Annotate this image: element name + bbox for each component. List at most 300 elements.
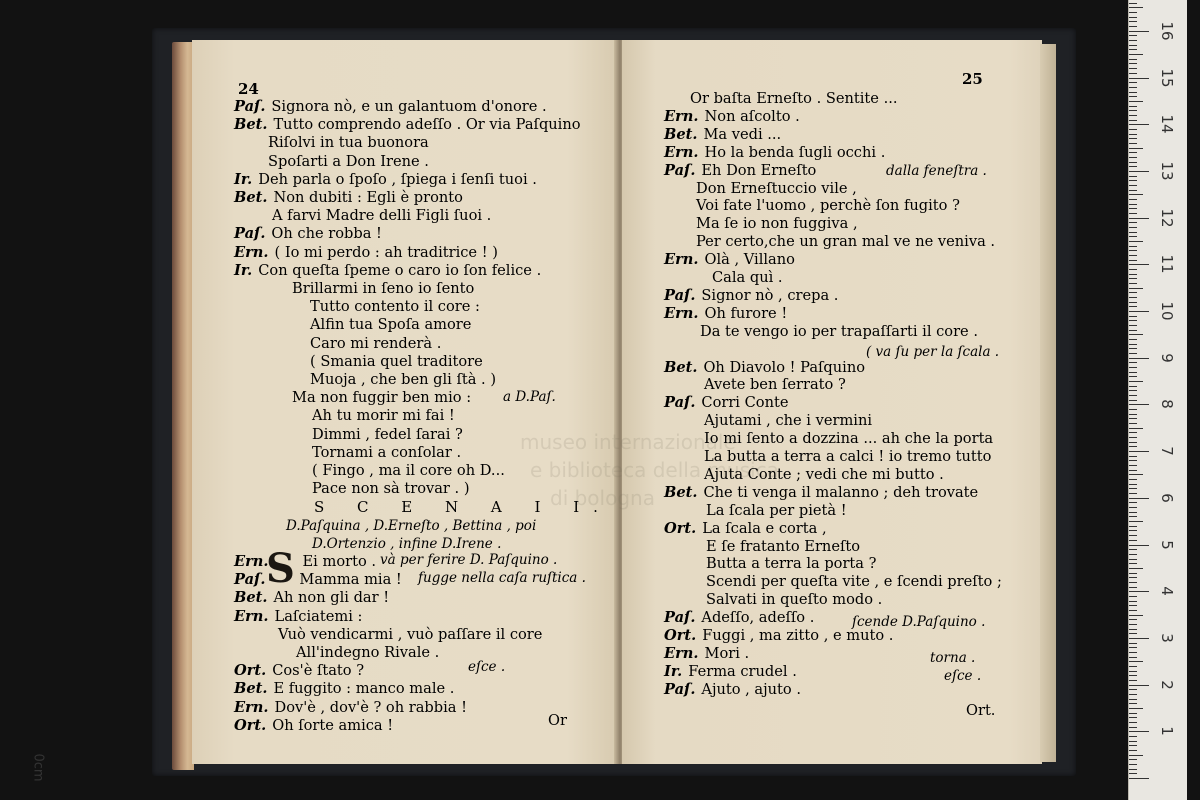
speaker-label: Paſ. — [664, 286, 696, 304]
line-text: Ah tu morir mi fai ! — [312, 407, 455, 425]
ruler-tick — [1129, 446, 1137, 447]
line-text: Caro mi renderà . — [310, 334, 442, 352]
ruler-tick — [1129, 208, 1137, 209]
ruler-tick — [1129, 633, 1137, 634]
line-text: Ajuta Conte ; vedi che mi butto . — [704, 465, 944, 483]
text-line — [296, 644, 439, 662]
ruler-tick — [1129, 376, 1137, 377]
line-text: Ma vedi ... — [703, 125, 782, 143]
ruler-tick — [1129, 190, 1137, 191]
speaker-label: Paſ. — [234, 98, 266, 115]
ruler-tick — [1129, 516, 1137, 517]
ruler-tick — [1129, 764, 1137, 765]
ruler-tick — [1129, 115, 1137, 116]
line-text: ( Io mi perdo : ah traditrice ! ) — [274, 243, 498, 261]
text-line — [706, 538, 860, 556]
ruler-tick — [1129, 587, 1137, 588]
line-text: La ſcala per pietà ! — [706, 501, 847, 519]
text-line — [664, 609, 814, 627]
line-text: Or baſta Erneſto . Sentite ... — [690, 90, 898, 107]
ruler-tick — [1129, 101, 1143, 102]
text-line — [664, 287, 838, 305]
text-line — [234, 189, 463, 207]
speaker-label: Ort. — [234, 716, 267, 734]
ruler-tick — [1129, 157, 1137, 158]
speaker-label: Ern. — [664, 107, 699, 125]
ruler-tick — [1129, 227, 1137, 228]
ruler-tick — [1129, 3, 1137, 4]
text-line — [234, 171, 537, 189]
line-text: Oh ſorte amica ! — [272, 716, 394, 734]
ruler-tick — [1129, 96, 1137, 97]
stage-direction: a D.Paſ. — [503, 389, 556, 405]
ruler-tick — [1129, 171, 1149, 172]
ruler-tick — [1129, 727, 1137, 728]
text-line — [310, 353, 483, 371]
line-text: Don Erneſtuccio vile , — [696, 179, 857, 197]
ruler-tick — [1129, 218, 1149, 219]
text-line — [664, 144, 885, 162]
ruler-tick — [1129, 269, 1137, 270]
line-text: Cala quì . — [712, 269, 783, 286]
speaker-label: Ern. — [234, 698, 269, 716]
ruler-tick — [1129, 535, 1137, 536]
line-text: Signora nò, e un galantuom d'onore . — [271, 98, 547, 115]
text-line — [234, 244, 498, 262]
ruler-tick — [1129, 493, 1137, 494]
ruler-tick — [1129, 372, 1137, 373]
line-text: Ei morto . — [302, 553, 377, 570]
ruler-tick — [1129, 348, 1137, 349]
text-line — [664, 359, 865, 377]
text-line — [234, 589, 389, 607]
ruler-tick — [1129, 409, 1137, 410]
ruler-tick — [1129, 73, 1137, 74]
ruler-tick — [1129, 334, 1143, 335]
ruler-tick — [1129, 559, 1137, 560]
ruler-tick — [1129, 17, 1137, 18]
text-line — [664, 305, 787, 323]
speaker-label: Bet. — [664, 358, 698, 376]
ruler-tick — [1129, 717, 1137, 718]
drop-cap: S — [266, 545, 295, 592]
page-number-right: 25 — [962, 70, 983, 88]
watermark-line: e biblioteca della musica — [530, 458, 779, 482]
speaker-label: Paſ. — [234, 225, 266, 243]
line-text: Ma ſe io non fuggiva , — [696, 215, 858, 233]
line-text: Fuggi , ma zitto , e muto . — [702, 627, 894, 644]
ruler-tick — [1129, 605, 1137, 606]
text-line — [664, 108, 800, 126]
text-line — [234, 98, 547, 116]
ruler-tick — [1129, 769, 1137, 770]
ruler-tick — [1129, 638, 1149, 639]
line-text: Da te vengo io per trapaſſarti il core . — [700, 322, 978, 340]
speaker-label: Paſ. — [664, 609, 696, 627]
ruler-tick — [1129, 460, 1137, 461]
ruler-tick — [1129, 120, 1137, 121]
speaker-label: Paſ. — [234, 571, 266, 589]
ruler-tick — [1129, 204, 1137, 205]
text-line — [704, 430, 993, 448]
line-text: Ah non gli dar ! — [273, 589, 390, 607]
text-line — [310, 298, 480, 316]
text-line — [696, 215, 858, 233]
ruler-tick — [1129, 45, 1137, 46]
text-line — [312, 444, 461, 462]
text-line — [696, 197, 960, 215]
ruler-tick — [1129, 59, 1137, 60]
speaker-label: Ort. — [664, 627, 697, 644]
ruler-number: 13 — [1158, 161, 1176, 181]
ruler-tick — [1129, 264, 1149, 265]
ruler-tick — [1129, 138, 1137, 139]
ruler-tick — [1129, 320, 1137, 321]
ruler-tick — [1129, 367, 1137, 368]
text-line — [234, 116, 581, 134]
ruler-tick — [1129, 222, 1137, 223]
text-line — [312, 535, 501, 553]
ruler-tick — [1129, 124, 1149, 125]
ruler-tick — [1129, 713, 1137, 714]
ruler-tick — [1129, 390, 1137, 391]
text-line — [268, 134, 429, 152]
line-text: D.Ortenzio , infine D.Irene . — [312, 535, 502, 552]
stage-direction: torna . — [930, 650, 976, 666]
line-text: La ſcala e corta , — [702, 519, 827, 537]
ruler-tick — [1129, 601, 1137, 602]
ruler-tick — [1129, 755, 1143, 756]
ruler-tick — [1129, 152, 1137, 153]
text-line — [234, 553, 376, 571]
line-text: All'indegno Rivale . — [296, 644, 440, 661]
ruler-tick — [1129, 432, 1137, 433]
speaker-label: Ort. — [234, 662, 267, 680]
line-text: A farvi Madre delli Figli ſuoi . — [272, 207, 492, 225]
line-text: Salvati in queſto modo . — [706, 591, 883, 609]
line-text: Non dubiti : Egli è pronto — [273, 189, 463, 206]
ruler-tick — [1129, 339, 1137, 340]
line-text: Dov'è , dov'è ? oh rabbia ! — [274, 698, 467, 716]
ruler-tick — [1129, 31, 1149, 32]
ruler-tick — [1129, 563, 1137, 564]
page-edges-right — [1040, 44, 1056, 762]
ruler-number: 8 — [1158, 399, 1176, 410]
ruler-tick — [1129, 526, 1137, 527]
ruler-tick — [1129, 40, 1137, 41]
speaker-label: Ern. — [664, 251, 699, 269]
speaker-label: Ern. — [664, 644, 699, 662]
ruler-tick — [1129, 507, 1137, 508]
line-text: Mamma mia ! — [299, 571, 402, 589]
ruler-number: 7 — [1158, 446, 1176, 456]
ruler-tick — [1129, 554, 1137, 555]
measuring-ruler — [1128, 0, 1187, 800]
ruler-tick — [1129, 12, 1137, 13]
line-text: Cos'è ſtato ? — [272, 662, 365, 680]
ruler-tick — [1129, 92, 1137, 93]
ruler-tick — [1129, 778, 1149, 779]
ruler-tick — [1129, 180, 1137, 181]
text-line — [310, 335, 441, 353]
line-text: Olà , Villano — [704, 251, 795, 269]
ruler-tick — [1129, 731, 1149, 732]
speaker-label: Ern. — [234, 553, 269, 570]
text-line — [664, 394, 788, 412]
ruler-tick — [1129, 502, 1137, 503]
text-line — [690, 90, 897, 108]
ruler-tick — [1129, 78, 1149, 79]
text-line — [696, 233, 995, 251]
ruler-tick — [1129, 232, 1137, 233]
ruler-tick — [1129, 643, 1137, 644]
text-line — [706, 502, 847, 520]
text-line — [312, 462, 505, 480]
line-text: Pace non sà trovar . ) — [312, 480, 470, 498]
ruler-tick — [1129, 465, 1137, 466]
ruler-tick — [1129, 325, 1137, 326]
ruler-tick — [1129, 199, 1137, 200]
ruler-tick — [1129, 530, 1137, 531]
text-line — [234, 680, 454, 698]
line-text: Io mi ſento a dozzina ... ah che la porta — [704, 430, 994, 448]
ruler-tick — [1129, 675, 1137, 676]
line-text: E ſe fratanto Erneſto — [706, 537, 861, 555]
text-line — [310, 316, 471, 334]
ruler-tick — [1129, 540, 1137, 541]
text-line — [234, 262, 541, 280]
speaker-label: Ir. — [234, 261, 253, 279]
text-line — [278, 626, 542, 644]
ruler-tick — [1129, 596, 1137, 597]
ruler-tick — [1129, 750, 1137, 751]
line-text: Tornami a conſolar . — [312, 443, 462, 461]
line-text: D.Paſquina , D.Erneſto , Bettina , poi — [286, 517, 537, 534]
text-line — [704, 412, 872, 430]
line-text: Avete ben ſerrato ? — [704, 376, 846, 394]
ruler-tick — [1129, 148, 1143, 149]
line-text: Per certo,che un gran mal ve ne veniva . — [696, 233, 996, 251]
ruler-tick — [1129, 423, 1137, 424]
ruler-tick — [1129, 7, 1143, 8]
ruler-tick — [1129, 773, 1137, 774]
ruler-tick — [1129, 194, 1143, 195]
ruler-tick — [1129, 474, 1143, 475]
speaker-label: Paſ. — [664, 394, 696, 412]
speaker-label: Ir. — [664, 662, 683, 680]
line-text: Tutto contento il core : — [310, 298, 480, 316]
ruler-tick — [1129, 134, 1137, 135]
text-line — [706, 573, 1002, 591]
line-text: S C E N A I I. — [314, 498, 612, 517]
ruler-tick — [1129, 63, 1137, 64]
ruler-tick — [1129, 246, 1137, 247]
text-line — [664, 126, 781, 144]
line-text: E fuggito : manco male . — [273, 680, 455, 698]
ruler-tick — [1129, 629, 1137, 630]
ruler-tick — [1129, 568, 1143, 569]
ruler-tick — [1129, 362, 1137, 363]
speaker-label: Ern. — [664, 143, 699, 161]
ruler-tick — [1129, 306, 1137, 307]
line-text: Eh Don Erneſto — [701, 161, 817, 179]
text-line — [664, 484, 978, 502]
ruler-number: 10 — [1158, 301, 1176, 321]
line-text: Oh Diavolo ! Paſquino — [703, 358, 866, 376]
ruler-tick — [1129, 241, 1143, 242]
line-text: Corri Conte — [701, 394, 789, 412]
text-line — [312, 426, 463, 444]
ruler-tick — [1129, 451, 1149, 452]
ruler-tick — [1129, 414, 1137, 415]
ruler-tick — [1129, 573, 1137, 574]
ruler-tick — [1129, 512, 1137, 513]
ruler-number: 16 — [1158, 21, 1176, 41]
stage-direction: và per ferire D. Paſquino . — [380, 552, 558, 568]
ruler-tick — [1129, 129, 1137, 130]
text-line — [696, 180, 857, 198]
text-line — [234, 225, 382, 243]
stage-direction: eſce . — [944, 668, 982, 684]
ruler-unit-label: 0cm — [30, 753, 46, 782]
ruler-tick — [1129, 437, 1137, 438]
ruler-tick — [1129, 292, 1137, 293]
text-line — [234, 699, 467, 717]
speaker-label: Bet. — [234, 589, 268, 607]
ruler-tick — [1129, 722, 1137, 723]
line-text: Ma non fuggir ben mio : — [292, 389, 472, 407]
line-text: ( Smania quel traditore — [310, 352, 483, 370]
line-text: Muoja , che ben gli ſtà . ) — [310, 371, 497, 388]
stage-direction: eſce . — [468, 659, 506, 675]
ruler-tick — [1129, 666, 1137, 667]
text-line — [292, 389, 471, 407]
ruler-tick — [1129, 661, 1143, 662]
line-text: Signor nò , crepa . — [701, 286, 839, 304]
ruler-number: 15 — [1158, 67, 1176, 88]
text-line — [312, 407, 455, 425]
text-line — [314, 498, 612, 517]
text-line — [268, 153, 429, 171]
line-text: Vuò vendicarmi , vuò paſſare il core — [278, 625, 543, 643]
speaker-label: Ort. — [664, 519, 697, 537]
ruler-tick — [1129, 418, 1137, 419]
speaker-label: Paſ. — [664, 680, 696, 698]
ruler-tick — [1129, 82, 1137, 83]
line-text: Tutto comprendo adeſſo . Or via Paſquino — [273, 116, 581, 134]
speaker-label: Ern. — [234, 243, 269, 261]
ruler-tick — [1129, 442, 1137, 443]
catchword: Ort. — [966, 702, 996, 719]
text-line — [664, 645, 749, 663]
ruler-number: 2 — [1158, 679, 1176, 690]
speaker-label: Paſ. — [664, 161, 696, 179]
text-line — [664, 162, 816, 180]
ruler-number: 1 — [1158, 726, 1176, 737]
speaker-label: Ir. — [234, 170, 253, 188]
line-text: Ferma crudel . — [688, 662, 797, 680]
ruler-number: 11 — [1158, 254, 1176, 274]
ruler-tick — [1129, 185, 1137, 186]
line-text: Con queſta ſpeme o caro io ſon felice . — [258, 261, 542, 279]
ruler-tick — [1129, 176, 1137, 177]
line-text: Oh furore ! — [704, 304, 788, 322]
ruler-tick — [1129, 386, 1137, 387]
line-text: Ajutami , che i vermini — [704, 412, 873, 430]
text-line — [234, 608, 362, 626]
text-line — [234, 662, 364, 680]
ruler-tick — [1129, 283, 1137, 284]
line-text: La butta a terra a calci ! io tremo tutto — [704, 448, 992, 465]
ruler-tick — [1129, 699, 1137, 700]
text-line — [664, 663, 797, 681]
ruler-tick — [1129, 428, 1143, 429]
ruler-tick — [1129, 236, 1137, 237]
ruler-tick — [1129, 652, 1137, 653]
ruler-tick — [1129, 694, 1137, 695]
ruler-tick — [1129, 488, 1137, 489]
catchword: Or — [548, 712, 567, 729]
line-text: Scendi per queſta vite , e ſcendi preſto ; — [706, 573, 1002, 591]
ruler-tick — [1129, 311, 1149, 312]
ruler-number: 6 — [1158, 493, 1176, 503]
ruler-tick — [1129, 255, 1137, 256]
text-line — [312, 480, 470, 498]
ruler-number: 4 — [1158, 586, 1176, 596]
page-edges-left — [172, 42, 194, 770]
ruler-tick — [1129, 344, 1137, 345]
ruler-tick — [1129, 610, 1137, 611]
speaker-label: Bet. — [664, 125, 698, 143]
line-text: Adeſſo, adeſſo . — [701, 609, 815, 627]
text-line — [704, 376, 846, 394]
ruler-tick — [1129, 288, 1143, 289]
ruler-tick — [1129, 49, 1137, 50]
stage-direction: ( va ſu per la ſcala . — [866, 344, 1000, 360]
line-text: Dimmi , fedel ſarai ? — [312, 425, 463, 443]
ruler-tick — [1129, 54, 1143, 55]
ruler-tick — [1129, 21, 1137, 22]
line-text: ( Fingo , ma il core oh D... — [312, 462, 505, 479]
ruler-tick — [1129, 619, 1137, 620]
ruler-tick — [1129, 353, 1137, 354]
speaker-label: Ern. — [664, 304, 699, 322]
ruler-tick — [1129, 143, 1137, 144]
ruler-tick — [1129, 479, 1137, 480]
ruler-number: 3 — [1158, 633, 1176, 643]
ruler-tick — [1129, 456, 1137, 457]
speaker-label: Bet. — [234, 189, 268, 206]
line-text: Butta a terra la porta ? — [706, 555, 877, 573]
speaker-label: Bet. — [234, 116, 268, 134]
ruler-tick — [1129, 549, 1137, 550]
ruler-tick — [1129, 680, 1137, 681]
text-line — [286, 517, 536, 535]
ruler-tick — [1129, 297, 1137, 298]
ruler-tick — [1129, 260, 1137, 261]
ruler-tick — [1129, 106, 1137, 107]
text-line — [272, 207, 491, 225]
ruler-number: 5 — [1158, 539, 1176, 550]
text-line — [664, 681, 801, 699]
ruler-tick — [1129, 250, 1137, 251]
ruler-tick — [1129, 615, 1143, 616]
ruler-tick — [1129, 759, 1137, 760]
line-text: Voi fate l'uomo , perchè ſon fugito ? — [696, 197, 960, 215]
ruler-tick — [1129, 400, 1137, 401]
ruler-tick — [1129, 624, 1137, 625]
ruler-tick — [1129, 545, 1149, 546]
